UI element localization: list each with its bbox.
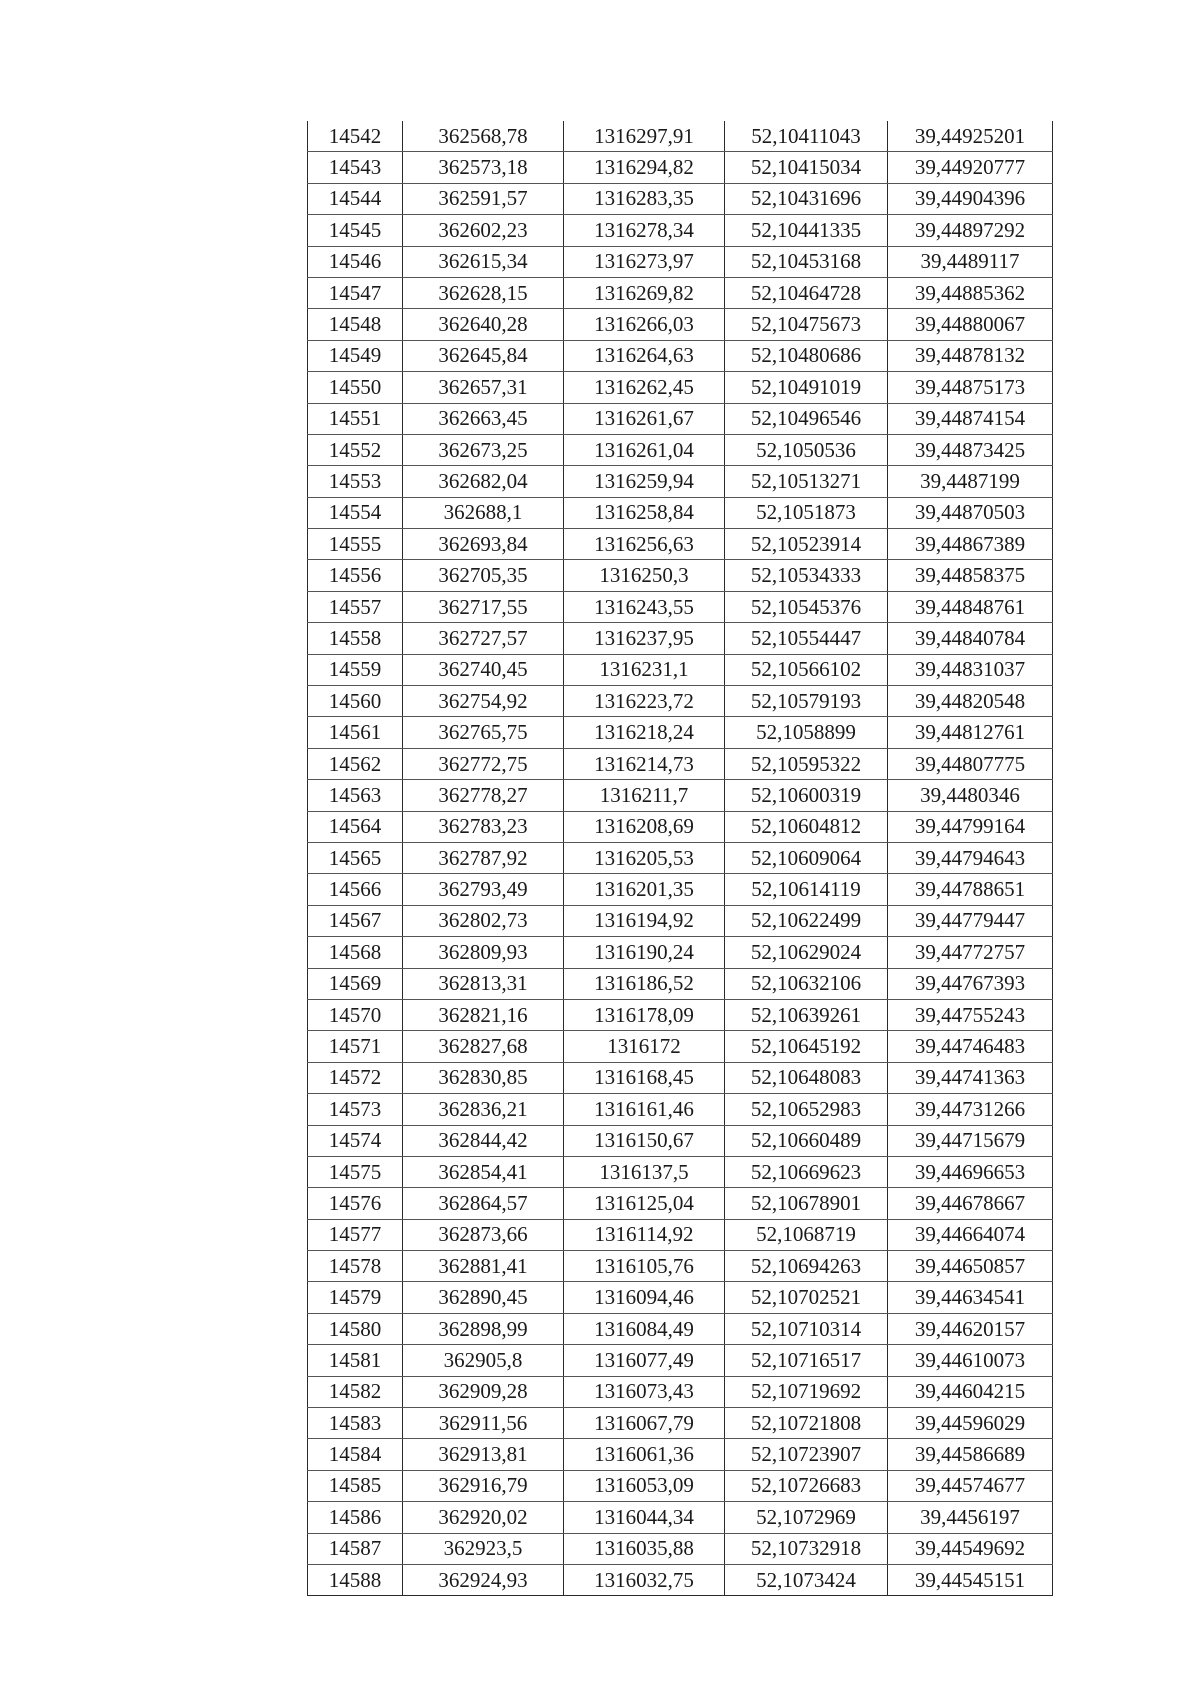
- longitude-cell: 39,44807775: [888, 748, 1053, 779]
- y-coordinate-cell: 1316283,35: [564, 183, 725, 214]
- point-number-cell: 14543: [308, 152, 403, 183]
- y-coordinate-cell: 1316172: [564, 1031, 725, 1062]
- longitude-cell: 39,44858375: [888, 560, 1053, 591]
- point-number-cell: 14558: [308, 623, 403, 654]
- point-number-cell: 14572: [308, 1062, 403, 1093]
- table-row: [308, 999, 1053, 1030]
- x-coordinate-cell: 362924,93: [403, 1564, 564, 1595]
- table-row: [308, 466, 1053, 497]
- longitude-cell: 39,44664074: [888, 1219, 1053, 1250]
- longitude-cell: 39,44925201: [888, 121, 1053, 152]
- x-coordinate-cell: 362923,5: [403, 1533, 564, 1564]
- point-number-cell: 14563: [308, 780, 403, 811]
- latitude-cell: 52,10579193: [725, 686, 888, 717]
- table-row: [308, 1502, 1053, 1533]
- longitude-cell: 39,44574677: [888, 1470, 1053, 1501]
- y-coordinate-cell: 1316214,73: [564, 748, 725, 779]
- latitude-cell: 52,10475673: [725, 309, 888, 340]
- longitude-cell: 39,44767393: [888, 968, 1053, 999]
- latitude-cell: 52,10464728: [725, 277, 888, 308]
- table-row: [308, 1282, 1053, 1313]
- x-coordinate-cell: 362740,45: [403, 654, 564, 685]
- latitude-cell: 52,10652983: [725, 1094, 888, 1125]
- y-coordinate-cell: 1316261,67: [564, 403, 725, 434]
- x-coordinate-cell: 362673,25: [403, 434, 564, 465]
- point-number-cell: 14562: [308, 748, 403, 779]
- latitude-cell: 52,10480686: [725, 340, 888, 371]
- y-coordinate-cell: 1316264,63: [564, 340, 725, 371]
- latitude-cell: 52,10545376: [725, 591, 888, 622]
- longitude-cell: 39,4456197: [888, 1502, 1053, 1533]
- longitude-cell: 39,44799164: [888, 811, 1053, 842]
- y-coordinate-cell: 1316125,04: [564, 1188, 725, 1219]
- longitude-cell: 39,44812761: [888, 717, 1053, 748]
- latitude-cell: 52,10566102: [725, 654, 888, 685]
- point-number-cell: 14548: [308, 309, 403, 340]
- x-coordinate-cell: 362916,79: [403, 1470, 564, 1501]
- x-coordinate-cell: 362615,34: [403, 246, 564, 277]
- table-row: [308, 748, 1053, 779]
- latitude-cell: 52,10604812: [725, 811, 888, 842]
- latitude-cell: 52,1058899: [725, 717, 888, 748]
- latitude-cell: 52,1068719: [725, 1219, 888, 1250]
- y-coordinate-cell: 1316297,91: [564, 121, 725, 152]
- longitude-cell: 39,44545151: [888, 1564, 1053, 1595]
- longitude-cell: 39,44897292: [888, 215, 1053, 246]
- x-coordinate-cell: 362802,73: [403, 905, 564, 936]
- x-coordinate-cell: 362754,92: [403, 686, 564, 717]
- y-coordinate-cell: 1316205,53: [564, 842, 725, 873]
- latitude-cell: 52,1073424: [725, 1564, 888, 1595]
- y-coordinate-cell: 1316262,45: [564, 372, 725, 403]
- x-coordinate-cell: 362890,45: [403, 1282, 564, 1313]
- point-number-cell: 14553: [308, 466, 403, 497]
- latitude-cell: 52,10453168: [725, 246, 888, 277]
- x-coordinate-cell: 362693,84: [403, 529, 564, 560]
- point-number-cell: 14544: [308, 183, 403, 214]
- y-coordinate-cell: 1316114,92: [564, 1219, 725, 1250]
- latitude-cell: 52,10441335: [725, 215, 888, 246]
- y-coordinate-cell: 1316084,49: [564, 1313, 725, 1344]
- x-coordinate-cell: 362836,21: [403, 1094, 564, 1125]
- table-row: [308, 309, 1053, 340]
- y-coordinate-cell: 1316237,95: [564, 623, 725, 654]
- x-coordinate-cell: 362628,15: [403, 277, 564, 308]
- x-coordinate-cell: 362854,41: [403, 1156, 564, 1187]
- longitude-cell: 39,44634541: [888, 1282, 1053, 1313]
- point-number-cell: 14561: [308, 717, 403, 748]
- point-number-cell: 14551: [308, 403, 403, 434]
- y-coordinate-cell: 1316061,36: [564, 1439, 725, 1470]
- latitude-cell: 52,10678901: [725, 1188, 888, 1219]
- longitude-cell: 39,44904396: [888, 183, 1053, 214]
- longitude-cell: 39,44650857: [888, 1251, 1053, 1282]
- table-row: [308, 591, 1053, 622]
- point-number-cell: 14577: [308, 1219, 403, 1250]
- y-coordinate-cell: 1316194,92: [564, 905, 725, 936]
- table-row: [308, 905, 1053, 936]
- x-coordinate-cell: 362827,68: [403, 1031, 564, 1062]
- latitude-cell: 52,10632106: [725, 968, 888, 999]
- point-number-cell: 14585: [308, 1470, 403, 1501]
- point-number-cell: 14582: [308, 1376, 403, 1407]
- x-coordinate-cell: 362573,18: [403, 152, 564, 183]
- latitude-cell: 52,10716517: [725, 1345, 888, 1376]
- x-coordinate-cell: 362688,1: [403, 497, 564, 528]
- latitude-cell: 52,10702521: [725, 1282, 888, 1313]
- x-coordinate-cell: 362898,99: [403, 1313, 564, 1344]
- table-row: [308, 811, 1053, 842]
- y-coordinate-cell: 1316223,72: [564, 686, 725, 717]
- y-coordinate-cell: 1316269,82: [564, 277, 725, 308]
- table-row: [308, 372, 1053, 403]
- table-row: [308, 1156, 1053, 1187]
- table-row: [308, 1188, 1053, 1219]
- x-coordinate-cell: 362844,42: [403, 1125, 564, 1156]
- latitude-cell: 52,10609064: [725, 842, 888, 873]
- point-number-cell: 14557: [308, 591, 403, 622]
- y-coordinate-cell: 1316032,75: [564, 1564, 725, 1595]
- y-coordinate-cell: 1316105,76: [564, 1251, 725, 1282]
- table-row: [308, 623, 1053, 654]
- x-coordinate-cell: 362765,75: [403, 717, 564, 748]
- point-number-cell: 14565: [308, 842, 403, 873]
- y-coordinate-cell: 1316067,79: [564, 1408, 725, 1439]
- y-coordinate-cell: 1316077,49: [564, 1345, 725, 1376]
- latitude-cell: 52,10411043: [725, 121, 888, 152]
- point-number-cell: 14588: [308, 1564, 403, 1595]
- point-number-cell: 14580: [308, 1313, 403, 1344]
- y-coordinate-cell: 1316256,63: [564, 529, 725, 560]
- point-number-cell: 14545: [308, 215, 403, 246]
- point-number-cell: 14555: [308, 529, 403, 560]
- longitude-cell: 39,44731266: [888, 1094, 1053, 1125]
- longitude-cell: 39,44586689: [888, 1439, 1053, 1470]
- longitude-cell: 39,4487199: [888, 466, 1053, 497]
- latitude-cell: 52,10723907: [725, 1439, 888, 1470]
- longitude-cell: 39,44874154: [888, 403, 1053, 434]
- y-coordinate-cell: 1316243,55: [564, 591, 725, 622]
- coordinates-table: [307, 121, 1053, 1596]
- table-row: [308, 968, 1053, 999]
- y-coordinate-cell: 1316258,84: [564, 497, 725, 528]
- y-coordinate-cell: 1316259,94: [564, 466, 725, 497]
- latitude-cell: 52,10431696: [725, 183, 888, 214]
- x-coordinate-cell: 362772,75: [403, 748, 564, 779]
- table-row: [308, 937, 1053, 968]
- longitude-cell: 39,44746483: [888, 1031, 1053, 1062]
- y-coordinate-cell: 1316161,46: [564, 1094, 725, 1125]
- longitude-cell: 39,44788651: [888, 874, 1053, 905]
- y-coordinate-cell: 1316294,82: [564, 152, 725, 183]
- latitude-cell: 52,10491019: [725, 372, 888, 403]
- latitude-cell: 52,10694263: [725, 1251, 888, 1282]
- table-row: [308, 560, 1053, 591]
- table-row: [308, 1031, 1053, 1062]
- point-number-cell: 14579: [308, 1282, 403, 1313]
- point-number-cell: 14556: [308, 560, 403, 591]
- y-coordinate-cell: 1316231,1: [564, 654, 725, 685]
- y-coordinate-cell: 1316053,09: [564, 1470, 725, 1501]
- y-coordinate-cell: 1316250,3: [564, 560, 725, 591]
- x-coordinate-cell: 362717,55: [403, 591, 564, 622]
- table-row: [308, 183, 1053, 214]
- point-number-cell: 14542: [308, 121, 403, 152]
- table-row: [308, 717, 1053, 748]
- table-row: [308, 1313, 1053, 1344]
- y-coordinate-cell: 1316273,97: [564, 246, 725, 277]
- longitude-cell: 39,44715679: [888, 1125, 1053, 1156]
- point-number-cell: 14549: [308, 340, 403, 371]
- table-row: [308, 121, 1053, 152]
- latitude-cell: 52,10719692: [725, 1376, 888, 1407]
- longitude-cell: 39,44873425: [888, 434, 1053, 465]
- longitude-cell: 39,44878132: [888, 340, 1053, 371]
- y-coordinate-cell: 1316190,24: [564, 937, 725, 968]
- x-coordinate-cell: 362727,57: [403, 623, 564, 654]
- x-coordinate-cell: 362705,35: [403, 560, 564, 591]
- latitude-cell: 52,10523914: [725, 529, 888, 560]
- table-row: [308, 1470, 1053, 1501]
- longitude-cell: 39,44620157: [888, 1313, 1053, 1344]
- longitude-cell: 39,44867389: [888, 529, 1053, 560]
- point-number-cell: 14571: [308, 1031, 403, 1062]
- point-number-cell: 14568: [308, 937, 403, 968]
- table-row: [308, 1439, 1053, 1470]
- longitude-cell: 39,44880067: [888, 309, 1053, 340]
- table-row: [308, 1345, 1053, 1376]
- y-coordinate-cell: 1316035,88: [564, 1533, 725, 1564]
- table-row: [308, 152, 1053, 183]
- table-row: [308, 340, 1053, 371]
- latitude-cell: 52,10554447: [725, 623, 888, 654]
- x-coordinate-cell: 362682,04: [403, 466, 564, 497]
- table-row: [308, 1533, 1053, 1564]
- table-row: [308, 1408, 1053, 1439]
- coordinates-table-body: [308, 121, 1053, 1596]
- longitude-cell: 39,44604215: [888, 1376, 1053, 1407]
- x-coordinate-cell: 362787,92: [403, 842, 564, 873]
- point-number-cell: 14584: [308, 1439, 403, 1470]
- x-coordinate-cell: 362873,66: [403, 1219, 564, 1250]
- table-row: [308, 529, 1053, 560]
- y-coordinate-cell: 1316278,34: [564, 215, 725, 246]
- point-number-cell: 14569: [308, 968, 403, 999]
- x-coordinate-cell: 362640,28: [403, 309, 564, 340]
- table-row: [308, 497, 1053, 528]
- point-number-cell: 14560: [308, 686, 403, 717]
- y-coordinate-cell: 1316186,52: [564, 968, 725, 999]
- longitude-cell: 39,44549692: [888, 1533, 1053, 1564]
- y-coordinate-cell: 1316178,09: [564, 999, 725, 1030]
- point-number-cell: 14566: [308, 874, 403, 905]
- x-coordinate-cell: 362813,31: [403, 968, 564, 999]
- point-number-cell: 14583: [308, 1408, 403, 1439]
- latitude-cell: 52,10710314: [725, 1313, 888, 1344]
- y-coordinate-cell: 1316261,04: [564, 434, 725, 465]
- longitude-cell: 39,44820548: [888, 686, 1053, 717]
- point-number-cell: 14578: [308, 1251, 403, 1282]
- longitude-cell: 39,4489117: [888, 246, 1053, 277]
- x-coordinate-cell: 362591,57: [403, 183, 564, 214]
- y-coordinate-cell: 1316073,43: [564, 1376, 725, 1407]
- point-number-cell: 14575: [308, 1156, 403, 1187]
- table-row: [308, 1062, 1053, 1093]
- x-coordinate-cell: 362920,02: [403, 1502, 564, 1533]
- latitude-cell: 52,10415034: [725, 152, 888, 183]
- x-coordinate-cell: 362783,23: [403, 811, 564, 842]
- point-number-cell: 14587: [308, 1533, 403, 1564]
- x-coordinate-cell: 362657,31: [403, 372, 564, 403]
- longitude-cell: 39,44920777: [888, 152, 1053, 183]
- x-coordinate-cell: 362913,81: [403, 1439, 564, 1470]
- x-coordinate-cell: 362830,85: [403, 1062, 564, 1093]
- x-coordinate-cell: 362568,78: [403, 121, 564, 152]
- y-coordinate-cell: 1316201,35: [564, 874, 725, 905]
- longitude-cell: 39,44875173: [888, 372, 1053, 403]
- latitude-cell: 52,10622499: [725, 905, 888, 936]
- x-coordinate-cell: 362778,27: [403, 780, 564, 811]
- latitude-cell: 52,10595322: [725, 748, 888, 779]
- table-row: [308, 654, 1053, 685]
- latitude-cell: 52,10732918: [725, 1533, 888, 1564]
- point-number-cell: 14554: [308, 497, 403, 528]
- point-number-cell: 14552: [308, 434, 403, 465]
- point-number-cell: 14564: [308, 811, 403, 842]
- x-coordinate-cell: 362881,41: [403, 1251, 564, 1282]
- point-number-cell: 14567: [308, 905, 403, 936]
- latitude-cell: 52,10614119: [725, 874, 888, 905]
- table-row: [308, 215, 1053, 246]
- x-coordinate-cell: 362602,23: [403, 215, 564, 246]
- point-number-cell: 14586: [308, 1502, 403, 1533]
- longitude-cell: 39,44794643: [888, 842, 1053, 873]
- latitude-cell: 52,10660489: [725, 1125, 888, 1156]
- x-coordinate-cell: 362793,49: [403, 874, 564, 905]
- latitude-cell: 52,10721808: [725, 1408, 888, 1439]
- longitude-cell: 39,44741363: [888, 1062, 1053, 1093]
- table-row: [308, 780, 1053, 811]
- point-number-cell: 14581: [308, 1345, 403, 1376]
- x-coordinate-cell: 362645,84: [403, 340, 564, 371]
- longitude-cell: 39,44678667: [888, 1188, 1053, 1219]
- table-row: [308, 403, 1053, 434]
- longitude-cell: 39,44779447: [888, 905, 1053, 936]
- longitude-cell: 39,44755243: [888, 999, 1053, 1030]
- longitude-cell: 39,4480346: [888, 780, 1053, 811]
- x-coordinate-cell: 362911,56: [403, 1408, 564, 1439]
- table-row: [308, 1125, 1053, 1156]
- latitude-cell: 52,1050536: [725, 434, 888, 465]
- table-row: [308, 686, 1053, 717]
- latitude-cell: 52,10600319: [725, 780, 888, 811]
- latitude-cell: 52,10726683: [725, 1470, 888, 1501]
- latitude-cell: 52,10629024: [725, 937, 888, 968]
- x-coordinate-cell: 362905,8: [403, 1345, 564, 1376]
- y-coordinate-cell: 1316168,45: [564, 1062, 725, 1093]
- longitude-cell: 39,44610073: [888, 1345, 1053, 1376]
- table-row: [308, 842, 1053, 873]
- point-number-cell: 14576: [308, 1188, 403, 1219]
- table-row: [308, 1376, 1053, 1407]
- table-row: [308, 1251, 1053, 1282]
- y-coordinate-cell: 1316208,69: [564, 811, 725, 842]
- point-number-cell: 14546: [308, 246, 403, 277]
- y-coordinate-cell: 1316094,46: [564, 1282, 725, 1313]
- longitude-cell: 39,44870503: [888, 497, 1053, 528]
- point-number-cell: 14547: [308, 277, 403, 308]
- table-row: [308, 1564, 1053, 1595]
- latitude-cell: 52,1072969: [725, 1502, 888, 1533]
- y-coordinate-cell: 1316137,5: [564, 1156, 725, 1187]
- latitude-cell: 52,10648083: [725, 1062, 888, 1093]
- table-row: [308, 246, 1053, 277]
- y-coordinate-cell: 1316211,7: [564, 780, 725, 811]
- table-row: [308, 1219, 1053, 1250]
- longitude-cell: 39,44831037: [888, 654, 1053, 685]
- x-coordinate-cell: 362909,28: [403, 1376, 564, 1407]
- y-coordinate-cell: 1316044,34: [564, 1502, 725, 1533]
- table-row: [308, 1094, 1053, 1125]
- table-row: [308, 874, 1053, 905]
- longitude-cell: 39,44840784: [888, 623, 1053, 654]
- longitude-cell: 39,44848761: [888, 591, 1053, 622]
- latitude-cell: 52,10639261: [725, 999, 888, 1030]
- x-coordinate-cell: 362864,57: [403, 1188, 564, 1219]
- longitude-cell: 39,44596029: [888, 1408, 1053, 1439]
- latitude-cell: 52,10513271: [725, 466, 888, 497]
- x-coordinate-cell: 362821,16: [403, 999, 564, 1030]
- point-number-cell: 14573: [308, 1094, 403, 1125]
- latitude-cell: 52,10534333: [725, 560, 888, 591]
- point-number-cell: 14574: [308, 1125, 403, 1156]
- table-row: [308, 277, 1053, 308]
- latitude-cell: 52,10496546: [725, 403, 888, 434]
- x-coordinate-cell: 362663,45: [403, 403, 564, 434]
- longitude-cell: 39,44696653: [888, 1156, 1053, 1187]
- latitude-cell: 52,10669623: [725, 1156, 888, 1187]
- point-number-cell: 14550: [308, 372, 403, 403]
- point-number-cell: 14559: [308, 654, 403, 685]
- longitude-cell: 39,44772757: [888, 937, 1053, 968]
- y-coordinate-cell: 1316266,03: [564, 309, 725, 340]
- x-coordinate-cell: 362809,93: [403, 937, 564, 968]
- latitude-cell: 52,1051873: [725, 497, 888, 528]
- point-number-cell: 14570: [308, 999, 403, 1030]
- y-coordinate-cell: 1316150,67: [564, 1125, 725, 1156]
- table-row: [308, 434, 1053, 465]
- longitude-cell: 39,44885362: [888, 277, 1053, 308]
- latitude-cell: 52,10645192: [725, 1031, 888, 1062]
- y-coordinate-cell: 1316218,24: [564, 717, 725, 748]
